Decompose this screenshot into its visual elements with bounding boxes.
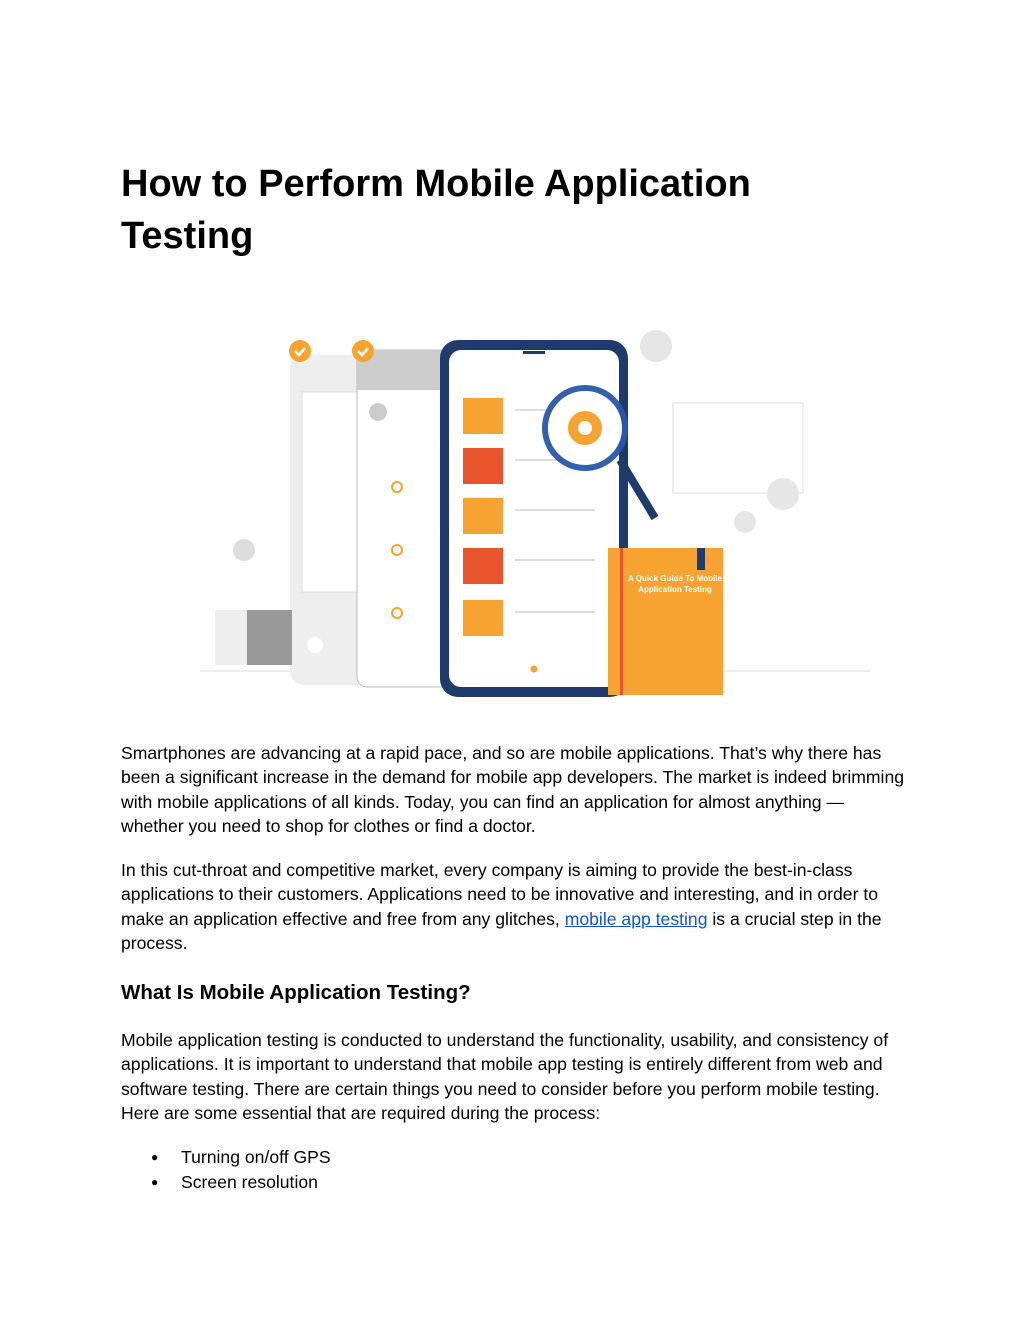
book-title: A Quick Guide To Mobile Application Testing (628, 574, 722, 594)
list-item: ● Screen resolution (121, 1170, 331, 1195)
check-icon (352, 340, 374, 362)
gear-icon (233, 539, 255, 561)
gear-icon (734, 511, 756, 533)
definition-paragraph: Mobile application testing is conducted to understand the functionality, usability, and consistency of applications. It is important to understand that mobile app testing is entirely different from web and software testing. There are certain things you need to consider before you perform mobile testing. Here are some essential that are required during the process: (121, 1030, 889, 1123)
text: In this cut-throat and competitive market, every company is aiming to provide the best-in-class applications to their customers. Applications need to be innovative and interesting, and in order to make an application effective and free from any glitches, (121, 860, 878, 929)
list-item: ● Turning on/off GPS (121, 1145, 331, 1170)
mobile-app-testing-link[interactable]: mobile app testing (564, 908, 708, 929)
check-icon (289, 340, 311, 362)
intro-paragraph: Smartphones are advancing at a rapid pace, and so are mobile applications. That’s why there has been a significant increase in the demand for mobile app developers. The market is indeed brimming with mobile applications of all kinds. Today, you can find an application for almost anything — whether you need to shop for clothes or find a doctor. (121, 743, 905, 836)
gear-icon (640, 330, 672, 362)
mobile-testing-illustration (195, 320, 875, 700)
text: is a crucial step in the process. (121, 908, 882, 953)
market-paragraph (121, 858, 911, 955)
book (608, 548, 725, 695)
section-heading: What Is Mobile Application Testing? (121, 981, 471, 1004)
gear-icon (767, 478, 799, 510)
bullet-list (121, 1145, 331, 1194)
page-title: How to Perform Mobile Application Testing (121, 163, 751, 257)
